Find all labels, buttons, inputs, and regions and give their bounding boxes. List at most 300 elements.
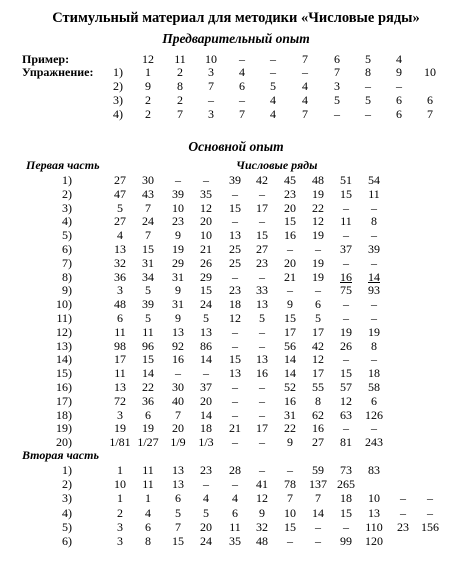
series-value: 2: [177, 65, 183, 79]
series-value: –: [302, 65, 308, 79]
part2-row: [0, 534, 472, 548]
series-value: 23: [229, 283, 241, 298]
series-value: 17: [312, 366, 324, 381]
series-value: 9: [287, 297, 293, 312]
series-value: 8: [177, 79, 183, 93]
series-value: 17: [312, 324, 324, 339]
series-value: –: [232, 338, 238, 353]
series-value: 27: [114, 173, 126, 187]
row-number: 5): [62, 519, 72, 534]
series-value: 55: [312, 380, 324, 394]
series-value: –: [259, 186, 265, 201]
series-value: 17: [256, 421, 268, 436]
series-value: 19: [368, 324, 380, 339]
series-value: 18: [229, 297, 241, 312]
series-value: 7: [175, 519, 181, 534]
series-value: 3: [117, 519, 123, 534]
series-value: 137: [309, 477, 327, 492]
series-value: 37: [200, 380, 212, 394]
series-value: 21: [284, 269, 296, 284]
series-value: –: [232, 435, 238, 450]
series-value: 11: [174, 52, 186, 66]
exercise-row: [0, 107, 472, 121]
series-value: 36: [142, 393, 154, 408]
series-value: 9: [175, 283, 181, 298]
row-number: 19): [56, 421, 72, 436]
series-value: 45: [284, 173, 296, 187]
series-value: 7: [175, 407, 181, 422]
series-value: 1/3: [198, 435, 214, 450]
series-value: 39: [368, 242, 380, 256]
series-value: 14: [284, 352, 296, 367]
series-value: 15: [284, 311, 296, 325]
series-value: 3: [208, 65, 214, 79]
series-value: 4: [239, 65, 245, 79]
series-value: 12: [142, 52, 154, 66]
series-value: 6: [117, 311, 123, 325]
series-value: 7: [427, 107, 433, 121]
series-value: 54: [368, 173, 380, 187]
series-value: 42: [256, 173, 268, 187]
series-value: 5: [145, 283, 151, 298]
series-value: 1/9: [170, 435, 186, 450]
prelim-heading: Предварительный опыт: [162, 31, 310, 46]
series-value: –: [365, 79, 371, 93]
series-value: 22: [284, 421, 296, 436]
series-value: 12: [312, 214, 324, 229]
series-value: 9: [175, 228, 181, 243]
series-value: 10: [368, 491, 380, 506]
series-value: 11: [114, 324, 126, 339]
row-number: 2): [62, 186, 72, 201]
series-value: 13: [229, 228, 241, 243]
series-value: 15: [229, 200, 241, 215]
series-value: 15: [200, 283, 212, 298]
series-value: 12: [200, 200, 212, 215]
series-value: 5: [270, 79, 276, 93]
series-value: 13: [368, 505, 380, 520]
row-number: 6): [62, 534, 72, 548]
series-value: 73: [340, 463, 352, 477]
series-value: 81: [340, 435, 352, 450]
series-value: 29: [200, 269, 212, 284]
part1-row: [0, 214, 472, 228]
series-value: 11: [142, 324, 154, 339]
series-value: –: [371, 352, 377, 367]
row-number: 12): [56, 324, 72, 339]
series-value: 2: [145, 93, 151, 107]
series-value: 48: [256, 534, 268, 548]
series-value: 13: [114, 380, 126, 394]
series-value: –: [259, 407, 265, 422]
series-value: –: [371, 255, 377, 270]
series-value: –: [175, 173, 181, 187]
series-value: 5: [259, 311, 265, 325]
series-value: 7: [334, 65, 340, 79]
exercise-label: Упражнение:: [22, 65, 94, 79]
series-value: –: [239, 52, 245, 66]
series-value: 4: [270, 107, 276, 121]
series-value: 12: [229, 311, 241, 325]
series-value: 14: [284, 366, 296, 381]
series-value: 19: [312, 255, 324, 270]
series-value: 15: [340, 186, 352, 201]
row-number: 1): [113, 65, 123, 79]
series-value: 26: [200, 255, 212, 270]
series-value: 23: [172, 214, 184, 229]
series-value: 18: [200, 421, 212, 436]
series-value: 7: [208, 79, 214, 93]
series-value: –: [334, 107, 340, 121]
series-value: 10: [114, 477, 126, 492]
series-value: 1: [145, 491, 151, 506]
series-value: –: [315, 534, 321, 548]
row-number: 4): [62, 214, 72, 229]
part1-row: [0, 173, 472, 187]
series-value: –: [203, 366, 209, 381]
series-value: 32: [114, 255, 126, 270]
row-number: 2): [113, 79, 123, 93]
series-value: –: [287, 534, 293, 548]
series-value: 39: [172, 186, 184, 201]
series-value: 7: [177, 107, 183, 121]
series-value: 15: [284, 519, 296, 534]
part1-row: [0, 408, 472, 422]
page-title: Стимульный материал для методики «Числовые ряды»: [52, 10, 420, 26]
series-value: –: [259, 435, 265, 450]
row-number: 3): [62, 200, 72, 215]
series-value: 3: [117, 407, 123, 422]
series-value: –: [343, 421, 349, 436]
series-value: 3: [334, 79, 340, 93]
series-value: 40: [172, 393, 184, 408]
series-value: 13: [114, 242, 126, 256]
part1-row: [0, 366, 472, 380]
series-value: 4: [117, 228, 123, 243]
series-value: 23: [200, 463, 212, 477]
exercise-row: [0, 79, 472, 93]
series-value: –: [287, 283, 293, 298]
series-value: 34: [142, 269, 154, 284]
series-value: 96: [142, 338, 154, 353]
part2-row: [0, 520, 472, 534]
part1-row: [0, 339, 472, 353]
series-value: –: [427, 505, 433, 520]
series-value: –: [232, 407, 238, 422]
series-value: 6: [334, 52, 340, 66]
series-value: –: [371, 228, 377, 243]
series-value: 13: [256, 297, 268, 312]
series-value: 12: [312, 352, 324, 367]
series-value: 37: [340, 242, 352, 256]
series-value: 19: [114, 421, 126, 436]
series-value: 13: [256, 352, 268, 367]
series-value: 98: [114, 338, 126, 353]
series-value: 110: [365, 519, 383, 534]
series-label: Числовые ряды: [236, 158, 318, 172]
series-value: –: [400, 505, 406, 520]
series-value: 9: [287, 435, 293, 450]
series-value: –: [427, 491, 433, 506]
example-label: Пример:: [22, 52, 70, 66]
series-value: –: [232, 380, 238, 394]
series-value: 10: [172, 200, 184, 215]
part1-row: [0, 256, 472, 270]
series-value: –: [315, 242, 321, 256]
series-value: –: [203, 173, 209, 187]
series-value: 58: [368, 380, 380, 394]
series-value: 1/27: [137, 435, 159, 450]
series-value: –: [175, 366, 181, 381]
series-value: 19: [340, 324, 352, 339]
series-value: –: [400, 491, 406, 506]
series-value: 20: [172, 421, 184, 436]
row-number: 6): [62, 242, 72, 256]
series-value: –: [270, 52, 276, 66]
series-value: 11: [229, 519, 241, 534]
series-value: 99: [340, 534, 352, 548]
series-value: –: [343, 200, 349, 215]
series-value: –: [232, 393, 238, 408]
series-value: 20: [200, 393, 212, 408]
series-value: 19: [312, 269, 324, 284]
series-value: 13: [172, 324, 184, 339]
series-value: 17: [114, 352, 126, 367]
series-value: 6: [427, 93, 433, 107]
series-value: 59: [312, 463, 324, 477]
part1-row: [0, 187, 472, 201]
series-value: 120: [365, 534, 383, 548]
series-value: 243: [365, 435, 383, 450]
part1-row: [0, 283, 472, 297]
series-value: 19: [312, 186, 324, 201]
series-value: 31: [142, 255, 154, 270]
series-value: 93: [368, 283, 380, 298]
part1-row: [0, 201, 472, 215]
series-value: –: [396, 79, 402, 93]
series-value: 15: [142, 242, 154, 256]
series-value: 7: [315, 491, 321, 506]
series-value: –: [343, 255, 349, 270]
series-value: 18: [340, 491, 352, 506]
series-value: 4: [302, 93, 308, 107]
series-value: 11: [142, 463, 154, 477]
series-value: 3: [208, 107, 214, 121]
series-value: –: [365, 107, 371, 121]
series-value: 15: [340, 505, 352, 520]
row-number: 8): [62, 269, 72, 284]
series-value: 21: [229, 421, 241, 436]
series-value: 11: [142, 477, 154, 492]
series-value: 35: [200, 186, 212, 201]
series-value: 39: [229, 173, 241, 187]
series-value: 24: [200, 534, 212, 548]
part1-row: [0, 421, 472, 435]
series-value: 13: [172, 477, 184, 492]
series-value: 20: [200, 519, 212, 534]
series-value: 156: [421, 519, 439, 534]
series-value: 72: [114, 393, 126, 408]
part1-row: [0, 394, 472, 408]
row-number: 1): [62, 463, 72, 477]
part1-row: [0, 311, 472, 325]
series-value: 32: [256, 519, 268, 534]
series-value: 15: [172, 534, 184, 548]
series-value: 86: [200, 338, 212, 353]
series-value: 15: [256, 228, 268, 243]
series-value: 57: [340, 380, 352, 394]
series-value: 20: [284, 255, 296, 270]
series-value: 4: [232, 491, 238, 506]
series-value: –: [232, 214, 238, 229]
series-value: 8: [371, 214, 377, 229]
series-value: 2: [145, 107, 151, 121]
series-value: –: [259, 214, 265, 229]
series-value: 27: [312, 435, 324, 450]
series-value: 3: [117, 534, 123, 548]
series-value: 4: [302, 79, 308, 93]
series-value: 48: [312, 173, 324, 187]
series-value: 10: [200, 228, 212, 243]
series-value: 26: [340, 338, 352, 353]
series-value: 1: [145, 65, 151, 79]
series-value: 5: [334, 93, 340, 107]
series-value: 16: [284, 228, 296, 243]
series-value: 19: [312, 228, 324, 243]
series-value: 43: [142, 186, 154, 201]
part1-row: [0, 228, 472, 242]
series-value: 30: [142, 173, 154, 187]
series-value: –: [208, 93, 214, 107]
series-value: –: [239, 93, 245, 107]
series-value: 6: [145, 407, 151, 422]
series-value: 75: [340, 283, 352, 298]
series-value: 41: [256, 477, 268, 492]
series-value: 33: [256, 283, 268, 298]
series-value: 39: [142, 297, 154, 312]
series-value: 5: [203, 311, 209, 325]
part1-row: [0, 270, 472, 284]
series-value: 13: [200, 324, 212, 339]
series-value: 6: [396, 107, 402, 121]
series-value: –: [343, 352, 349, 367]
series-value: 28: [229, 463, 241, 477]
series-value: 1: [117, 491, 123, 506]
row-number: 11): [56, 311, 72, 325]
row-number: 3): [113, 93, 123, 107]
row-number: 5): [62, 228, 72, 243]
series-value: 12: [256, 491, 268, 506]
series-value: –: [315, 283, 321, 298]
series-value: 6: [315, 297, 321, 312]
series-value: –: [343, 311, 349, 325]
part1-row: [0, 380, 472, 394]
series-value: 10: [205, 52, 217, 66]
series-value: 7: [302, 107, 308, 121]
series-value: 9: [145, 79, 151, 93]
series-value: 25: [229, 242, 241, 256]
series-value: 15: [142, 352, 154, 367]
row-number: 13): [56, 338, 72, 353]
series-value: 2: [117, 505, 123, 520]
series-value: 11: [114, 366, 126, 381]
series-value: 22: [142, 380, 154, 394]
row-number: 17): [56, 393, 72, 408]
series-value: 23: [284, 186, 296, 201]
series-value: –: [287, 242, 293, 256]
series-value: –: [259, 269, 265, 284]
series-value: 6: [239, 79, 245, 93]
series-value: 10: [284, 505, 296, 520]
series-value: 19: [142, 421, 154, 436]
main-heading: Основной опыт: [188, 139, 284, 154]
row-number: 10): [56, 297, 72, 312]
series-value: 5: [203, 505, 209, 520]
series-value: 15: [284, 214, 296, 229]
series-value: 9: [396, 65, 402, 79]
series-value: 52: [284, 380, 296, 394]
row-number: 1): [62, 173, 72, 187]
row-number: 2): [62, 477, 72, 492]
row-number: 9): [62, 283, 72, 298]
part1-row: [0, 242, 472, 256]
series-value: 15: [229, 352, 241, 367]
row-number: 7): [62, 255, 72, 270]
series-value: 14: [200, 352, 212, 367]
series-value: 20: [284, 200, 296, 215]
series-value: –: [259, 463, 265, 477]
series-value: 35: [229, 534, 241, 548]
series-value: 7: [145, 228, 151, 243]
series-value: –: [259, 324, 265, 339]
series-value: 29: [172, 255, 184, 270]
series-value: 265: [337, 477, 355, 492]
series-value: 47: [114, 186, 126, 201]
series-value: 11: [368, 186, 380, 201]
series-value: –: [232, 324, 238, 339]
part2-row: [0, 477, 472, 491]
part2-row: [0, 506, 472, 520]
series-value: 19: [172, 242, 184, 256]
series-value: –: [259, 338, 265, 353]
series-value: 8: [371, 338, 377, 353]
part1-row: [0, 297, 472, 311]
series-value: 25: [229, 255, 241, 270]
series-value: 11: [340, 214, 352, 229]
series-value: 7: [239, 107, 245, 121]
series-value: 5: [365, 93, 371, 107]
series-value: 6: [175, 491, 181, 506]
series-value: 6: [371, 393, 377, 408]
series-value: –: [343, 297, 349, 312]
series-value: 10: [424, 65, 436, 79]
row-number: 14): [56, 352, 72, 367]
row-number: 4): [62, 505, 72, 520]
series-value: –: [315, 519, 321, 534]
series-value: 6: [396, 93, 402, 107]
row-number: 4): [113, 107, 123, 121]
series-value: 5: [117, 200, 123, 215]
series-value: 7: [287, 491, 293, 506]
series-value: 31: [284, 407, 296, 422]
series-value: 5: [315, 311, 321, 325]
series-value: 23: [256, 255, 268, 270]
part1-label: Первая часть: [26, 158, 100, 172]
series-value: 13: [172, 463, 184, 477]
series-value: 12: [340, 393, 352, 408]
part2-row: [0, 491, 472, 505]
series-value: 8: [145, 534, 151, 548]
